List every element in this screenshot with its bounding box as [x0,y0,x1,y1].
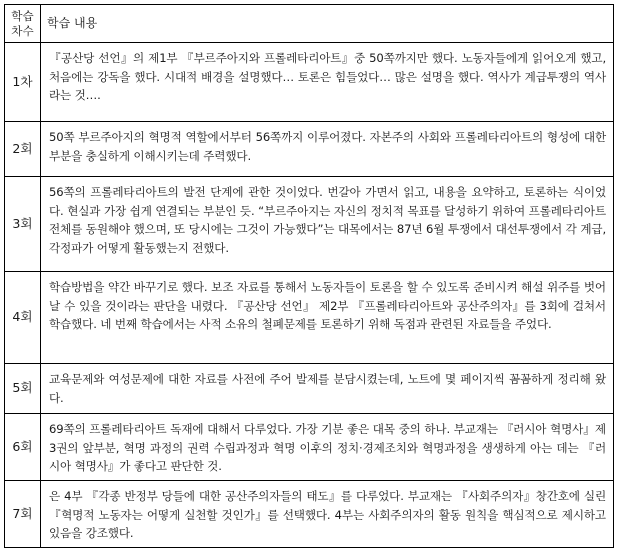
header-session-label: 학습 차수 [11,8,34,38]
header-session [5,5,41,43]
table-row [5,177,614,272]
table-row [5,364,614,414]
table-row [5,122,614,177]
content-cell: 56쪽의 프롤레타리아트의 발전 단계에 관한 것이었다. 번갈아 가면서 읽고, 내용을 요약하고, 토론하는 식이었다. 현실과 가장 쉽게 연결되는 부분인 듯. “부르주아지는 자신의 정치적 목표를 달성하기 위하여 프롤레타리아트 전체를 동원해야 했으며, 또 당시에는 그것이 가능했다”는 대목에서는 87년 6월 투쟁에서 대선투쟁에서 각 계급, 각정파가 어떻게 활동했는지 전했다. [41,177,614,272]
header-content-label: 학습 내용 [47,16,98,31]
session-cell: 2회 [5,122,41,177]
content-cell: 교육문제와 여성문제에 대한 자료를 사전에 주어 발제를 분담시켰는데, 노트에 몇 페이지씩 꼼꼼하게 정리해 왔다. [41,364,614,414]
table-row [5,414,614,481]
table-header-row [5,5,614,43]
content-cell: 『공산당 선언』의 제1부 『부르주아지와 프롤레타리아트』중 50쪽까지만 했다. 노동자들에게 읽어오게 했고, 처음에는 강독을 했다. 시대적 배경을 설명했다… 토론은 힘들었다… 많은 설명을 했다. 역사가 계급투쟁의 역사라는 것…. [41,43,614,122]
session-cell: 1차 [5,43,41,122]
session-cell: 4회 [5,272,41,364]
header-content [41,5,614,43]
content-cell: 50쪽 부르주아지의 혁명적 역할에서부터 56쪽까지 이루어졌다. 자본주의 사회와 프롤레타리아트의 형성에 대한 부분을 충실하게 이해시키는데 주력했다. [41,122,614,177]
study-log-table [4,4,614,548]
table-row [5,272,614,364]
session-cell: 5회 [5,364,41,414]
content-cell: 69쪽의 프롤레타리아트 독재에 대해서 다루었다. 가장 기분 좋은 대목 중의 하나. 부교재는 『러시아 혁명사』제3권의 앞부분, 혁명 과정의 권력 수립과정과 혁명 이후의 정치·경제조치와 혁명과정을 생생하게 아는 데는 『러시아 혁명사』가 좋다고 판단한 것. [41,414,614,481]
document [4,4,613,548]
session-cell: 6회 [5,414,41,481]
content-cell: 은 4부 『각종 반정부 당들에 대한 공산주의자들의 태도』를 다루었다. 부교재는 『사회주의자』창간호에 실린『혁명적 노동자는 어떻게 실천할 것인가』를 선택했다. 4부는 사회주의자의 활동 원칙을 핵심적으로 제시하고 있음을 강조했다. [41,481,614,548]
table-row [5,481,614,548]
content-cell: 학습방법을 약간 바꾸기로 했다. 보조 자료를 통해서 노동자들이 토론을 할 수 있도록 준비시켜 해설 위주를 벗어날 수 있을 것이라는 판단을 내렸다. 『공산당 선언』 제2부 『프롤레타리아트와 공산주의자』를 3회에 걸쳐서 학습했다. 네 번째 학습에서는 사적 소유의 철폐문제를 토론하기 위해 독점과 관련된 자료들을 주었다. [41,272,614,364]
table-row [5,43,614,122]
session-cell: 7회 [5,481,41,548]
session-cell: 3회 [5,177,41,272]
